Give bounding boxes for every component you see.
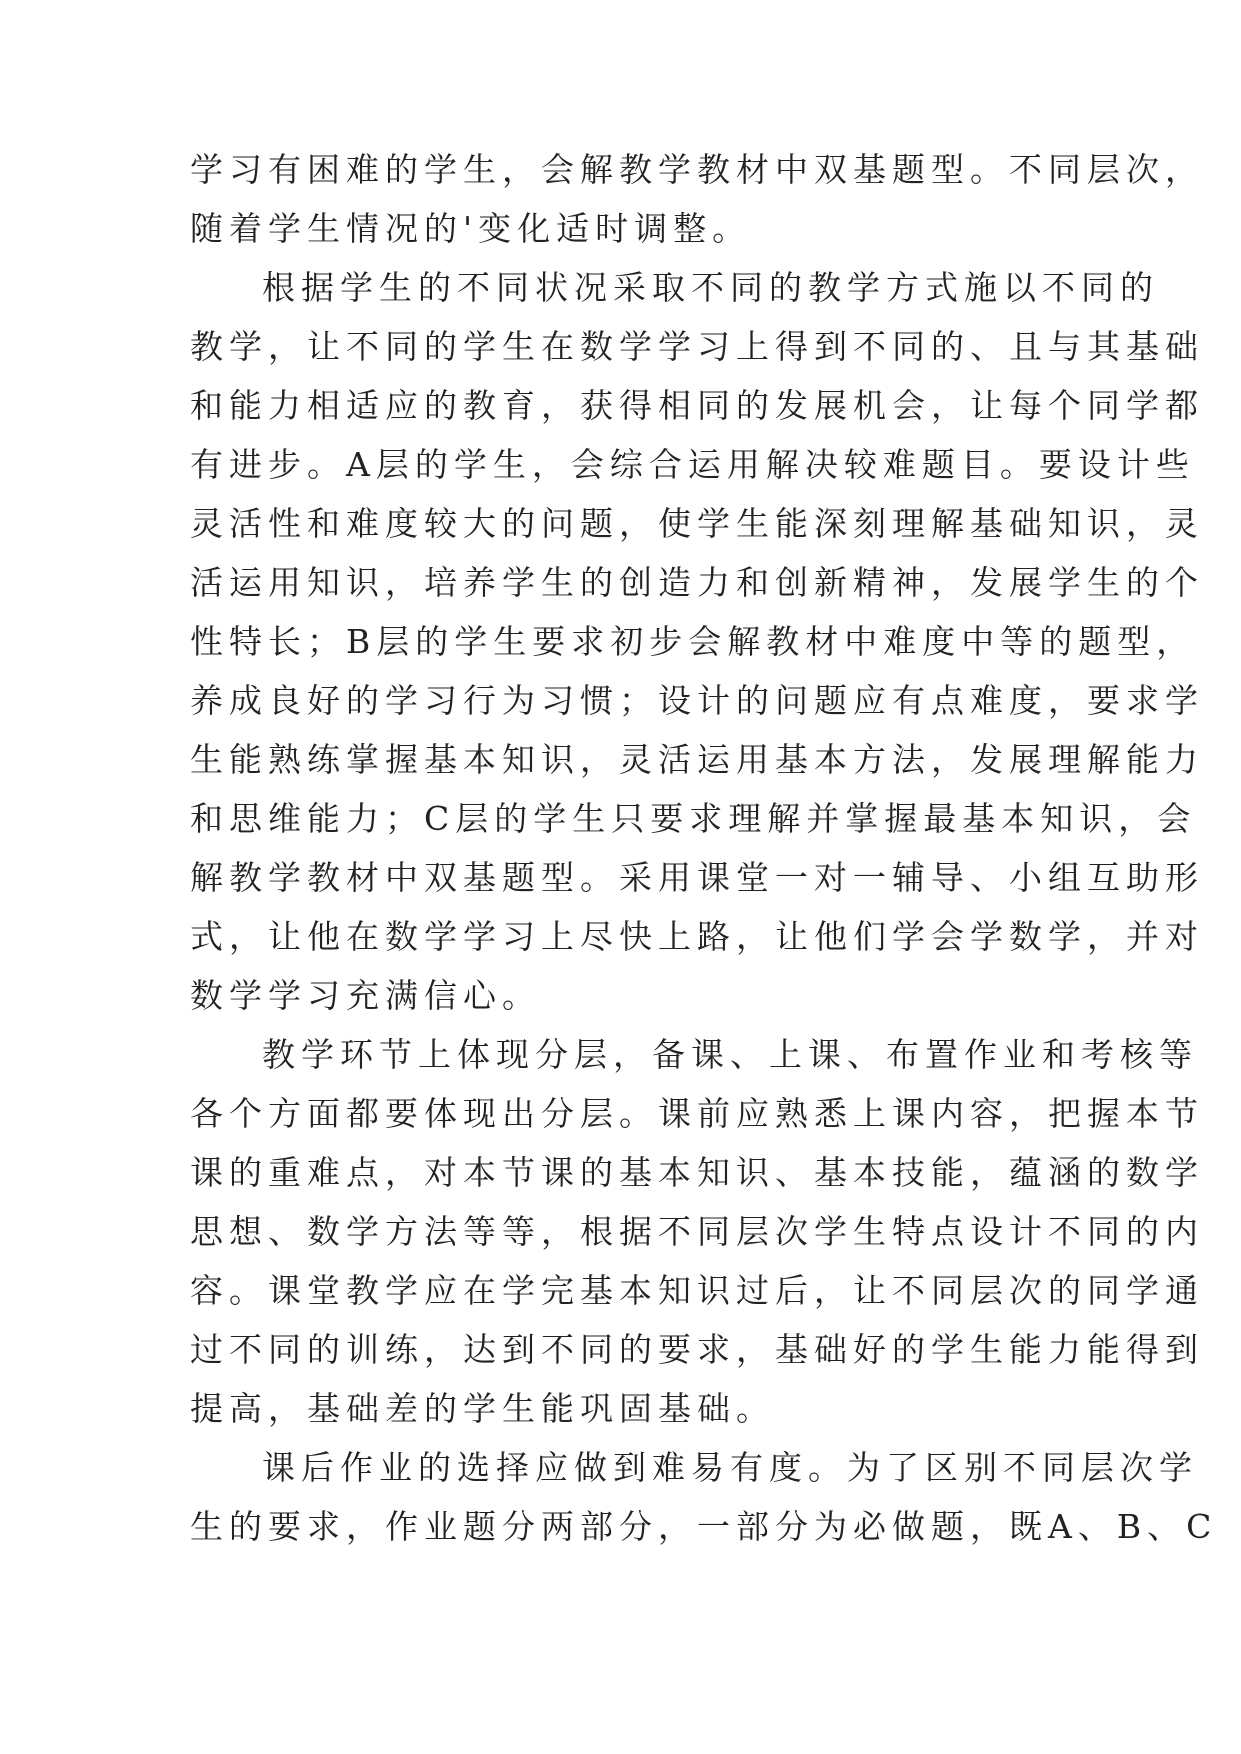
text-line: 解教学教材中双基题型。采用课堂一对一辅导、小组互助形 [190,858,1204,897]
text-line: 过不同的训练，达到不同的要求，基础好的学生能力能得到 [190,1330,1204,1369]
text-line: 教学，让不同的学生在数学学习上得到不同的、且与其基础 [190,327,1204,366]
text-line: 和思维能力；C层的学生只要求理解并掌握最基本知识，会 [190,799,1197,838]
document-page [190,140,1218,1556]
text-line: 和能力相适应的教育，获得相同的发展机会，让每个同学都 [190,386,1204,425]
paragraph-4 [190,1438,1218,1556]
text-line: 根据学生的不同状况采取不同的教学方式施以不同的 [262,268,1159,307]
text-line: 灵活性和难度较大的问题，使学生能深刻理解基础知识，灵 [190,504,1204,543]
text-line: 生能熟练掌握基本知识，灵活运用基本方法，发展理解能力 [190,740,1204,779]
text-line: 活运用知识，培养学生的创造力和创新精神，发展学生的个 [190,563,1204,602]
text-line: 养成良好的学习行为习惯；设计的问题应有点难度，要求学 [190,681,1204,720]
text-line: 学习有困难的学生，会解教学教材中双基题型。不同层次， [190,150,1204,189]
paragraph-2 [190,258,1204,1025]
text-line: 生的要求，作业题分两部分，一部分为必做题，既A、B、C [190,1507,1218,1546]
text-line: 随着学生情况的'变化适时调整。 [190,209,752,248]
text-line: 各个方面都要体现出分层。课前应熟悉上课内容，把握本节 [190,1094,1204,1133]
text-line: 式，让他在数学学习上尽快上路，让他们学会学数学，并对 [190,917,1204,956]
text-line: 提高，基础差的学生能巩固基础。 [190,1389,775,1428]
paragraph-3 [190,1025,1204,1438]
text-line: 教学环节上体现分层，备课、上课、布置作业和考核等 [262,1035,1198,1074]
text-line: 课的重难点，对本节课的基本知识、基本技能，蕴涵的数学 [190,1153,1204,1192]
text-line: 性特长；B层的学生要求初步会解教材中难度中等的题型， [190,622,1196,661]
text-line: 数学学习充满信心。 [190,976,541,1015]
paragraph-1 [190,140,1204,258]
text-line: 思想、数学方法等等，根据不同层次学生特点设计不同的内 [190,1212,1204,1251]
text-line: 容。课堂教学应在学完基本知识过后，让不同层次的同学通 [190,1271,1204,1310]
text-line: 课后作业的选择应做到难易有度。为了区别不同层次学 [262,1448,1198,1487]
text-line: 有进步。A层的学生，会综合运用解决较难题目。要设计些 [190,445,1195,484]
